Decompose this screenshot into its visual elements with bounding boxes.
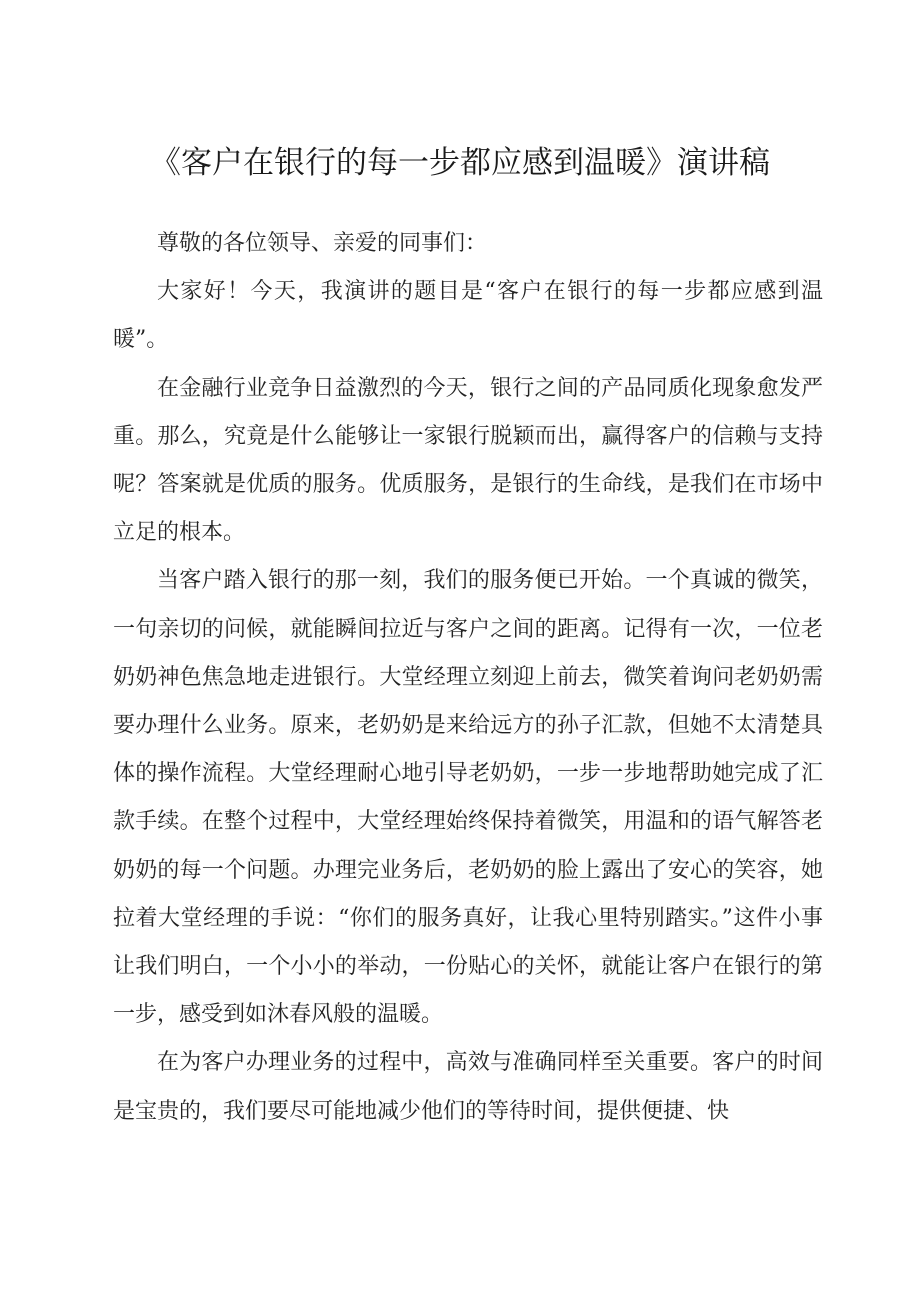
- paragraph-intro: 大家好！今天，我演讲的题目是“客户在银行的每一步都应感到温暖”。: [113, 279, 823, 353]
- paragraph-efficiency: 在为客户办理业务的过程中，高效与准确同样至关重要。客户的时间是宝贵的，我们要尽可能地减少他们的等待时间，提供便捷、快: [113, 1050, 823, 1124]
- paragraph-greeting: 尊敬的各位领导、亲爱的同事们：: [157, 231, 488, 256]
- paragraph-service-importance: 在金融行业竞争日益激烈的今天，银行之间的产品同质化现象愈发严重。那么，究竟是什么能够让一家银行脱颖而出，赢得客户的信赖与支持呢？答案就是优质的服务。优质服务，是银行的生命线，是我们在市场中立足的根本。: [113, 375, 823, 546]
- paragraph-story: 当客户踏入银行的那一刻，我们的服务便已开始。一个真诚的微笑，一句亲切的问候，就能瞬间拉近与客户之间的距离。记得有一次，一位老奶奶神色焦急地走进银行。大堂经理立刻迎上前去，微笑着询问老奶奶需要办理什么业务。原来，老奶奶是来给远方的孙子汇款，但她不太清楚具体的操作流程。大堂经理耐心地引导老奶奶，一步一步地帮助她完成了汇款手续。在整个过程中，大堂经理始终保持着微笑，用温和的语气解答老奶奶的每一个问题。办理完业务后，老奶奶的脸上露出了安心的笑容，她拉着大堂经理的手说：“你们的服务真好，让我心里特别踏实。”这件小事让我们明白，一个小小的举动，一份贴心的关怀，就能让客户在银行的第一步，感受到如沐春风般的温暖。: [113, 568, 823, 1028]
- document-title: 《客户在银行的每一步都应感到温暖》演讲稿: [150, 144, 770, 181]
- document-body: [113, 220, 823, 1136]
